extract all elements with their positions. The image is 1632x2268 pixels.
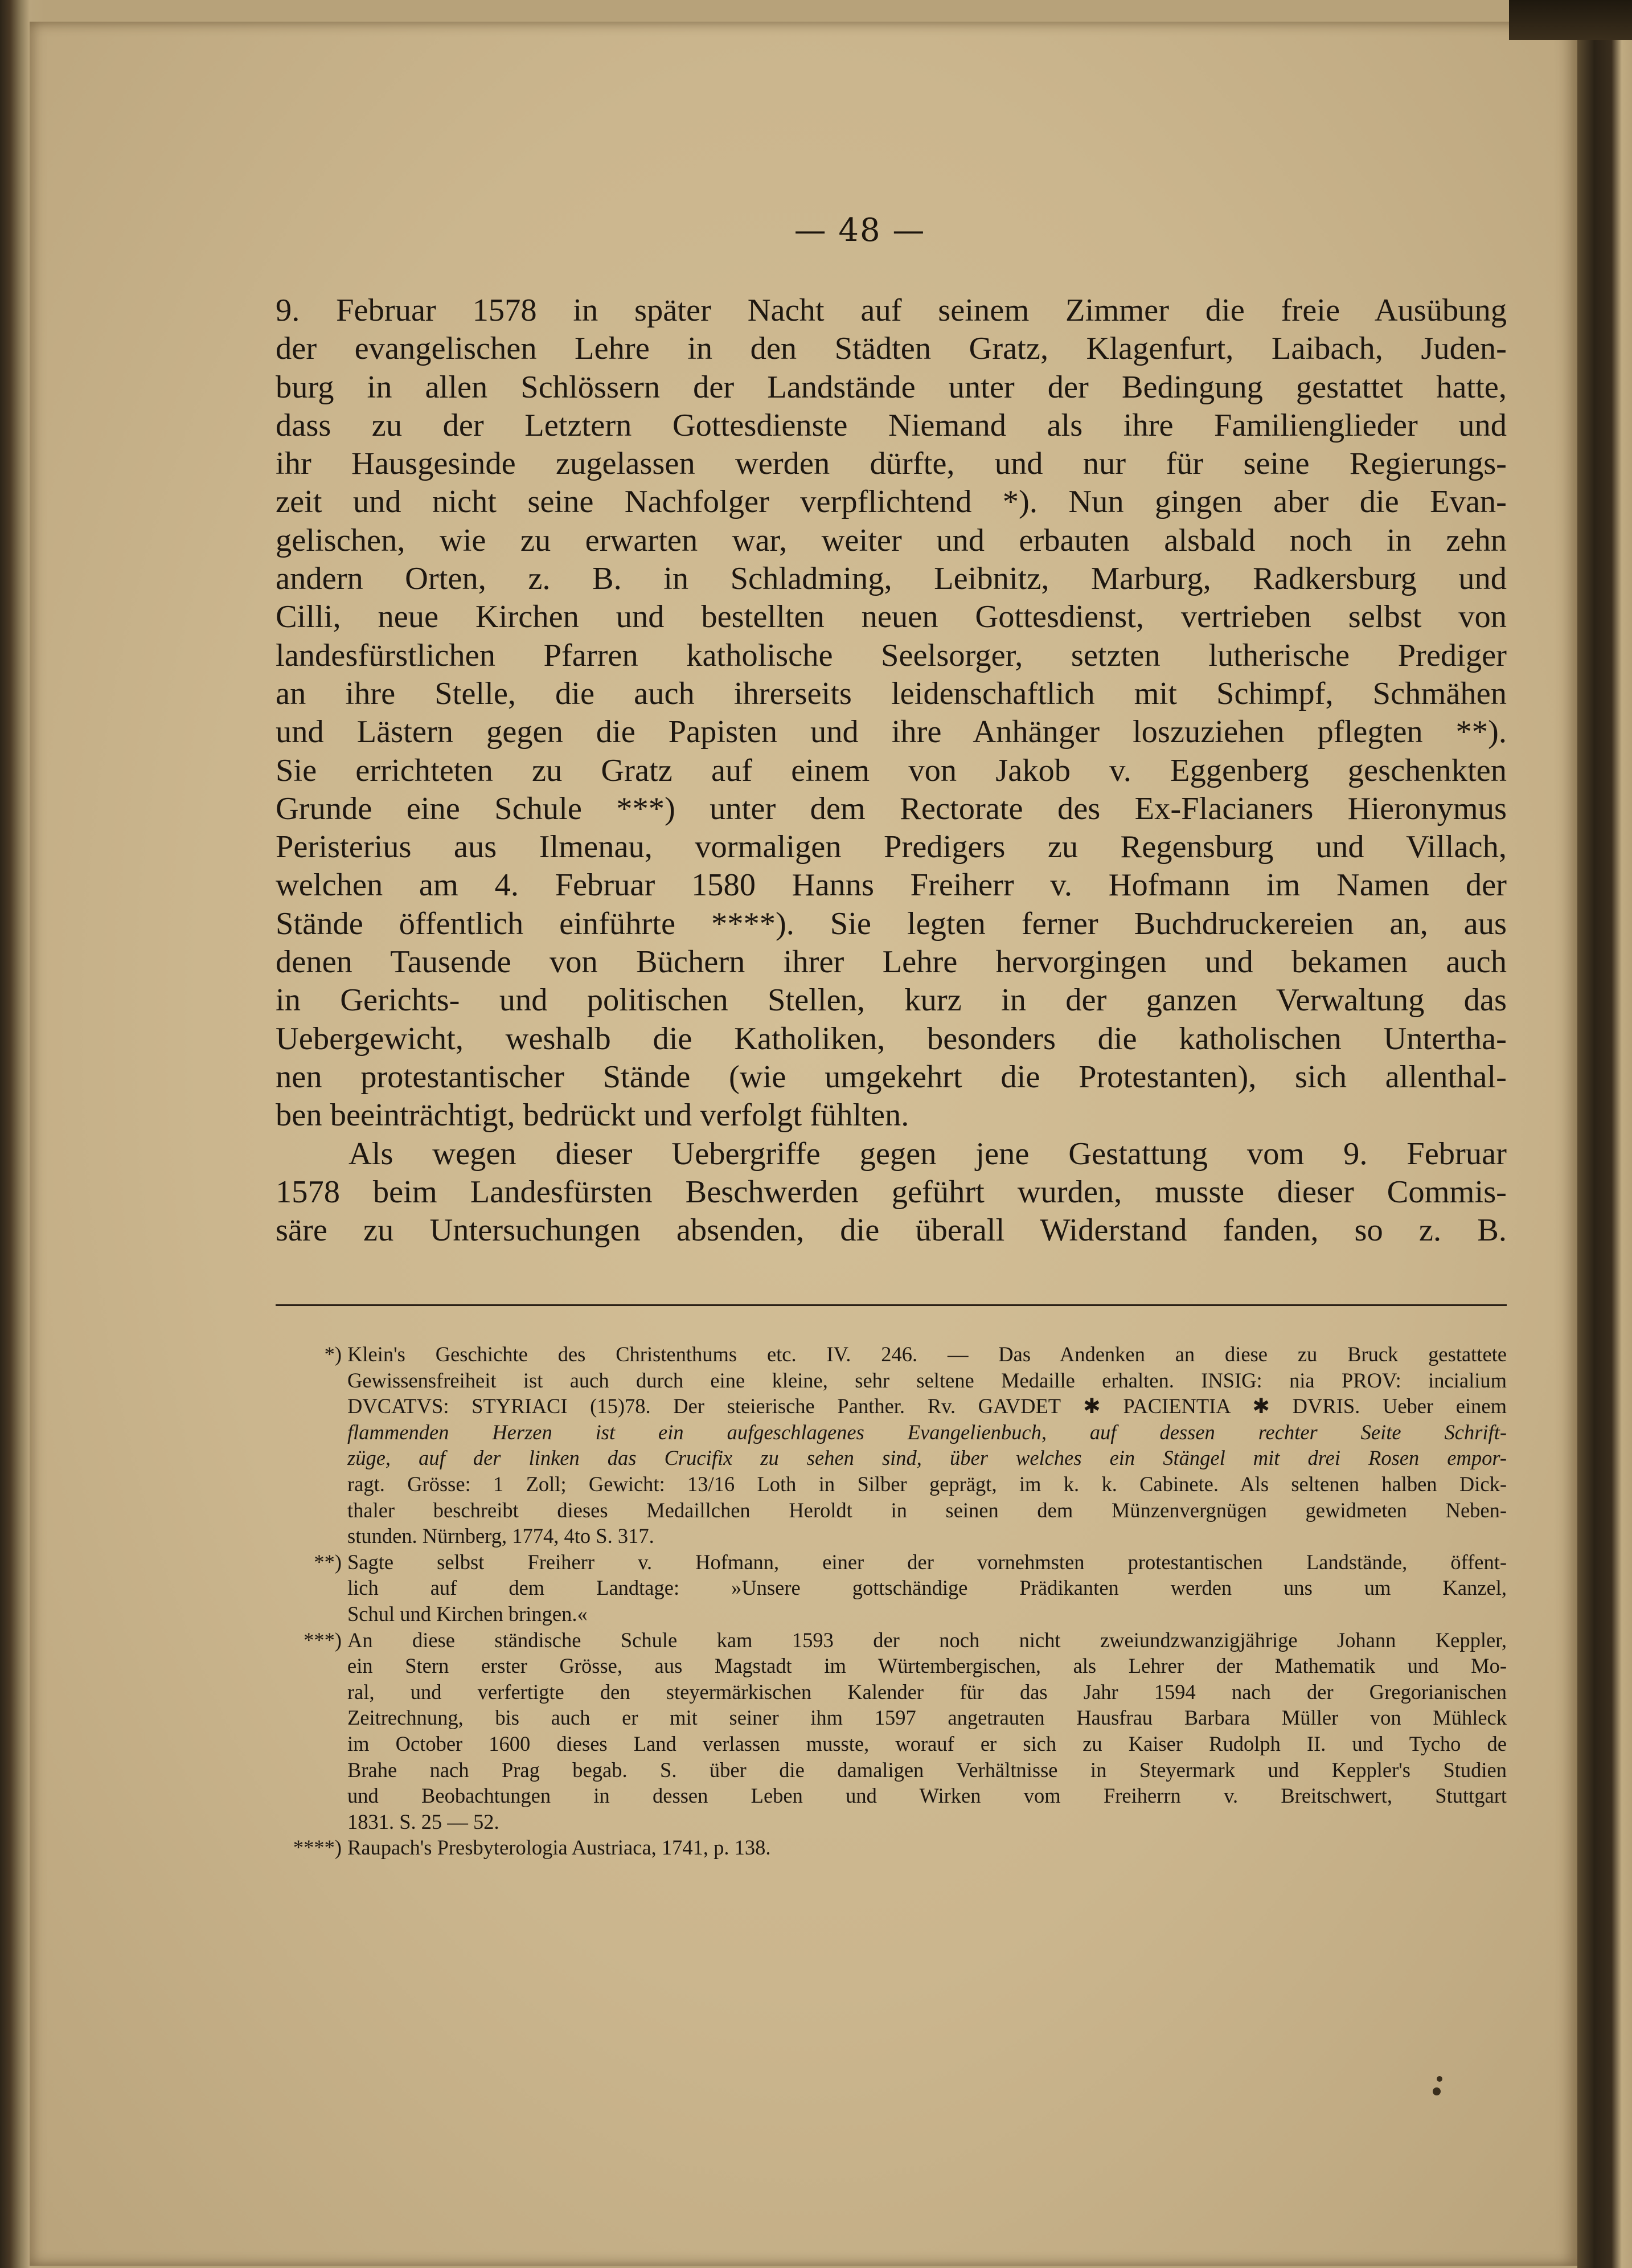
body-line: dass zu der Letztern Gottesdienste Niemand als ihre Familienglieder und <box>276 407 1507 443</box>
footnote-line: züge, auf der linken das Crucifix zu sehen sind, über welches ein Stängel mit drei Rosen empor- <box>347 1446 1507 1470</box>
body-line: welchen am 4. Februar 1580 Hanns Freiherr v. Hofmann im Namen der <box>276 867 1507 903</box>
footnote-line: lich auf dem Landtage: »Unsere gottschändige Prädikanten werden uns um Kanzel, <box>347 1576 1507 1600</box>
page-number: — 48 — <box>794 212 926 249</box>
body-line: ben beeinträchtigt, bedrückt und verfolgt fühlten. <box>276 1098 909 1133</box>
body-line: denen Tausende von Büchern ihrer Lehre hervorgingen und bekamen auch <box>276 944 1507 980</box>
body-line: nen protestantischer Stände (wie umgekehrt die Protestanten), sich allenthal- <box>276 1059 1507 1095</box>
paper-spot <box>1433 2087 1441 2095</box>
footnote-marker: ****) <box>293 1836 342 1860</box>
footnotes <box>268 1341 1507 1861</box>
body-line: burg in allen Schlössern der Landstände unter der Bedingung gestattet hatte, <box>276 369 1507 405</box>
footnote-line: und Beobachtungen in dessen Leben und Wirken vom Freiherrn v. Breitschwert, Stuttgart <box>347 1784 1507 1808</box>
body-line: Stände öffentlich einführte ****). Sie legten ferner Buchdruckereien an, aus <box>276 906 1507 941</box>
footnote-line: Raupach's Presbyterologia Austriaca, 1741, p. 138. <box>347 1836 771 1860</box>
body-line: gelischen, wie zu erwarten war, weiter und erbauten alsbald noch in zehn <box>276 522 1507 558</box>
body-line: in Gerichts- und politischen Stellen, kurz in der ganzen Verwaltung das <box>276 982 1507 1018</box>
footnote-line: Brahe nach Prag begab. S. über die damaligen Verhältnisse in Steyermark und Keppler's Studien <box>347 1758 1507 1782</box>
footnote-line: ragt. Grösse: 1 Zoll; Gewicht: 13/16 Loth in Silber geprägt, im k. k. Cabinete. Als seltenen halben Dick- <box>347 1472 1507 1496</box>
body-line: Cilli, neue Kirchen und bestellten neuen Gottesdienst, vertrieben selbst von <box>276 599 1507 635</box>
footnote-line: flammenden Herzen ist ein aufgeschlagenes Evangelienbuch, auf dessen rechter Seite Schrift- <box>347 1420 1507 1444</box>
footnote-line: Gewissensfreiheit ist auch durch eine kleine, sehr seltene Medaille erhalten. INSIG: nia PROV: incialium <box>347 1368 1507 1392</box>
body-line: 1578 beim Landesfürsten Beschwerden geführt wurden, musste dieser Commis- <box>276 1174 1507 1210</box>
footnote-line: ein Stern erster Grösse, aus Magstadt im Würtembergischen, als Lehrer der Mathematik und Mo- <box>347 1654 1507 1678</box>
footnote-line: stunden. Nürnberg, 1774, 4to S. 317. <box>347 1524 654 1548</box>
paper-spot <box>1437 2076 1442 2082</box>
body-text <box>276 292 1507 1250</box>
body-line: andern Orten, z. B. in Schladming, Leibnitz, Marburg, Radkersburg und <box>276 561 1507 597</box>
body-line: säre zu Untersuchungen absenden, die überall Widerstand fanden, so z. B. <box>276 1213 1507 1248</box>
footnote-line: 1831. S. 25 — 52. <box>347 1810 499 1833</box>
footnote-line: Sagte selbst Freiherr v. Hofmann, einer der vornehmsten protestantischen Landstände, öffent- <box>347 1550 1507 1574</box>
footnote-marker: *) <box>324 1342 342 1366</box>
page-gutter <box>1577 0 1632 2268</box>
body-line: 9. Februar 1578 in später Nacht auf seinem Zimmer die freie Ausübung <box>276 293 1507 328</box>
footnote-line: An diese ständische Schule kam 1593 der noch nicht zweiundzwanzigjährige Johann Keppler, <box>347 1628 1507 1652</box>
footnote-2 <box>268 1549 1507 1627</box>
footnote-marker: **) <box>314 1550 342 1574</box>
body-line: und Lästern gegen die Papisten und ihre Anhänger loszuziehen pflegten **). <box>276 714 1507 750</box>
body-line: ihr Hausgesinde zugelassen werden dürfte, und nur für seine Regierungs- <box>276 446 1507 482</box>
body-line: Grunde eine Schule ***) unter dem Rectorate des Ex-Flacianers Hieronymus <box>276 791 1507 826</box>
footnote-4 <box>268 1835 1507 1861</box>
footnote-line: Zeitrechnung, bis auch er mit seiner ihm 1597 angetrauten Hausfrau Barbara Müller von Mühleck <box>347 1706 1507 1730</box>
body-line: an ihre Stelle, die auch ihrerseits leidenschaftlich mit Schimpf, Schmähen <box>276 676 1507 711</box>
footnote-line: ral, und verfertigte den steyermärkischen Kalender für das Jahr 1594 nach der Gregorianischen <box>347 1680 1507 1704</box>
footnote-line: DVCATVS: STYRIACI (15)78. Der steierische Panther. Rv. GAVDET ✱ PACIENTIA ✱ DVRIS. Ueber einem <box>347 1394 1507 1418</box>
footnote-line: thaler beschreibt dieses Medaillchen Heroldt in seinen dem Münzenvergnügen gewidmeten Neben- <box>347 1498 1507 1522</box>
footnote-line: im October 1600 dieses Land verlassen musste, worauf er sich zu Kaiser Rudolph II. und Tycho de <box>347 1731 1507 1755</box>
body-line: Uebergewicht, weshalb die Katholiken, besonders die katholischen Untertha- <box>276 1021 1507 1057</box>
body-line: landesfürstlichen Pfarren katholische Seelsorger, setzten lutherische Prediger <box>276 637 1507 673</box>
footnote-rule <box>276 1304 1507 1306</box>
footnote-3 <box>268 1627 1507 1835</box>
body-line: Als wegen dieser Uebergriffe gegen jene Gestattung vom 9. Februar <box>348 1136 1507 1172</box>
footnote-1 <box>268 1341 1507 1549</box>
body-line: der evangelischen Lehre in den Städten Gratz, Klagenfurt, Laibach, Juden- <box>276 331 1507 367</box>
body-line: zeit und nicht seine Nachfolger verpflichtend *). Nun gingen aber die Evan- <box>276 484 1507 520</box>
binding-shadow <box>1509 0 1632 40</box>
footnote-marker: ***) <box>304 1628 342 1652</box>
footnote-line: Schul und Kirchen bringen.« <box>347 1602 588 1626</box>
footnote-line: Klein's Geschichte des Christenthums etc. IV. 246. — Das Andenken an diese zu Bruck gestattete <box>347 1342 1507 1366</box>
body-line: Sie errichteten zu Gratz auf einem von Jakob v. Eggenberg geschenkten <box>276 752 1507 788</box>
body-line: Peristerius aus Ilmenau, vormaligen Predigers zu Regensburg und Villach, <box>276 829 1507 865</box>
